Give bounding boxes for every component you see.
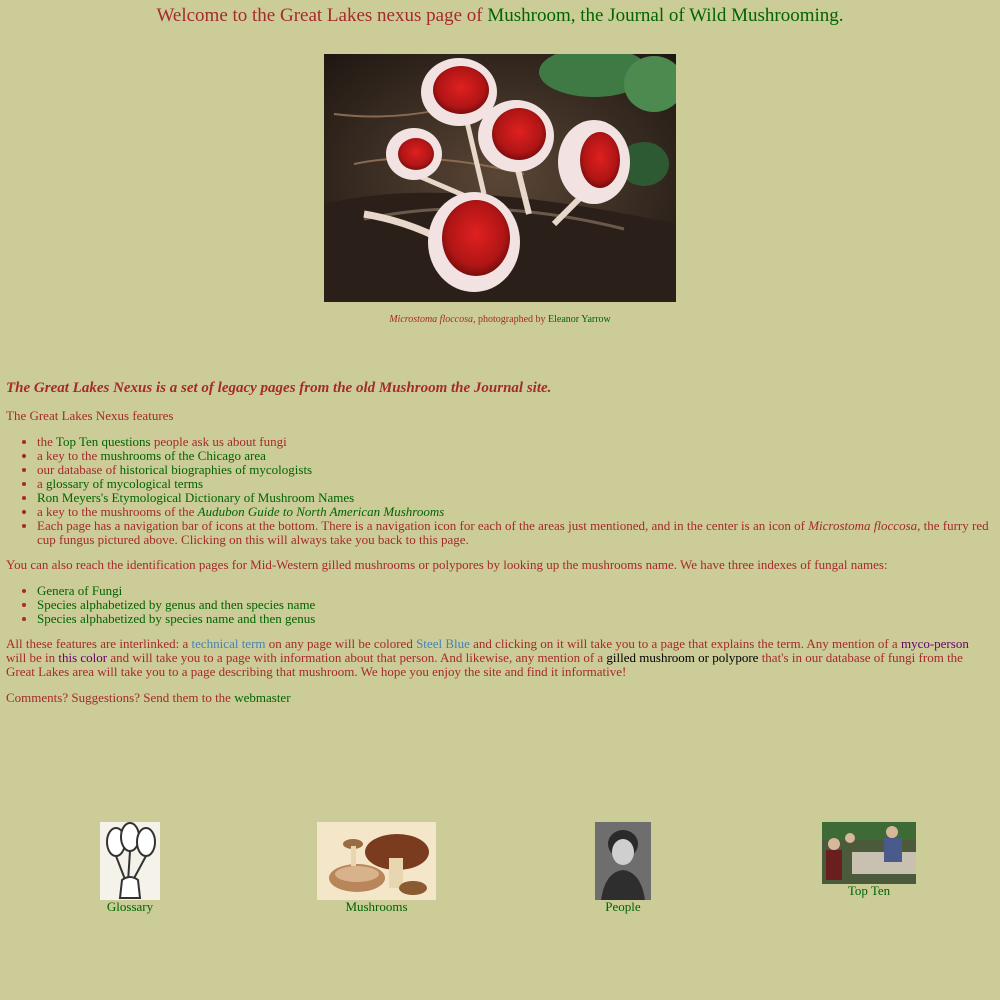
myco-person-link[interactable]: myco-person (900, 636, 969, 651)
page-title (0, 5, 1000, 27)
title-prefix: Welcome to the Great Lakes nexus page of (156, 5, 488, 26)
list-item (37, 598, 990, 612)
para-text: will be in (6, 650, 59, 665)
photo-caption (0, 314, 1000, 326)
audubon-guide-link[interactable] (198, 504, 445, 519)
indexes-list (6, 584, 990, 626)
list-item (37, 449, 990, 463)
list-item (37, 505, 990, 519)
interlinked-paragraph (6, 637, 990, 679)
item-text: , the furry red cup fungus pictured above. Clicking on this will always take you back to this page. (37, 518, 989, 547)
comments-prefix: Comments? Suggestions? Send them to the (6, 690, 235, 705)
audubon-guide-title: Audubon Guide to North American Mushrooms (197, 504, 445, 519)
glossary-link[interactable]: glossary of mycological terms (46, 476, 204, 491)
steel-blue-link[interactable]: Steel Blue (416, 636, 470, 651)
nav-people[interactable] (573, 822, 673, 914)
list-item (37, 519, 990, 547)
chicago-key-link[interactable]: mushrooms of the Chicago area (100, 448, 266, 463)
features-list (6, 435, 990, 547)
list-item (37, 435, 990, 449)
nav-glossary[interactable] (80, 822, 180, 914)
species-genus-index-link[interactable]: Species alphabetized by species name and then genus (37, 611, 316, 626)
list-item (37, 491, 990, 505)
nav-top-ten-label: Top Ten (847, 883, 891, 898)
biographies-link[interactable]: historical biographies of mycologists (119, 462, 313, 477)
para-text: and will take you to a page with information about that person. And likewise, any mention of a (107, 650, 607, 665)
list-item (37, 477, 990, 491)
para-text: that's in our database of fungi from the Great Lakes area will take you to a page describing that mushroom. We hope you enjoy the site and find it informative! (6, 650, 963, 679)
glossary-icon (100, 822, 160, 900)
list-item (37, 612, 990, 626)
top-ten-photo-icon (822, 822, 916, 884)
caption-mid: , photographed by (473, 314, 549, 325)
item-text: our database of (37, 462, 120, 477)
intro-heading: The Great Lakes Nexus is a set of legacy pages from the old Mushroom the Journal site. (6, 380, 552, 396)
list-item (37, 463, 990, 477)
item-text: Each page has a navigation bar of icons at the bottom. There is a navigation icon for each of the areas just mentioned, and in the center is an icon of (37, 518, 809, 533)
nav-mushrooms[interactable] (316, 822, 437, 914)
features-intro: The Great Lakes Nexus features (6, 408, 174, 423)
photographer-link[interactable]: Eleanor Yarrow (548, 314, 611, 325)
para-text: and clicking on it will take you to a page that explains the term. Any mention of a (469, 636, 901, 651)
nav-mushrooms-label: Mushrooms (345, 899, 408, 914)
nav-people-label: People (605, 899, 641, 914)
nav-glossary-label: Glossary (106, 899, 154, 914)
this-color-link[interactable]: this color (58, 650, 108, 665)
species-name: Microstoma floccosa (808, 518, 918, 533)
main-content (6, 378, 990, 705)
journal-link[interactable]: Mushroom, the Journal of Wild Mushrooming. (487, 5, 844, 26)
genera-index-link[interactable]: Genera of Fungi (37, 583, 123, 598)
webmaster-link[interactable]: webmaster (234, 690, 291, 705)
mushrooms-icon (317, 822, 436, 900)
item-text: a key to the mushrooms of the (37, 504, 198, 519)
caption-species: Microstoma floccosa (389, 314, 474, 325)
also-reach-text: You can also reach the identification pages for Mid-Western gilled mushrooms or polypores by looking up the mushrooms name. We have three indexes of fungal names: (6, 557, 888, 572)
genus-species-index-link[interactable]: Species alphabetized by genus and then species name (37, 597, 316, 612)
comments-text (6, 691, 990, 705)
item-text: a key to the (37, 448, 101, 463)
nav-top-ten[interactable] (820, 822, 918, 898)
top-ten-link[interactable]: Top Ten questions (55, 434, 151, 449)
technical-term-link[interactable]: technical term (191, 636, 266, 651)
para-text: on any page will be colored (265, 636, 417, 651)
item-text: people ask us about fungi (150, 434, 287, 449)
person-portrait-icon (595, 822, 651, 900)
hero-photo[interactable] (324, 54, 676, 302)
item-text: a (37, 476, 47, 491)
item-text: the (37, 434, 56, 449)
etymology-dictionary-link[interactable]: Ron Meyers's Etymological Dictionary of Mushroom Names (37, 490, 355, 505)
cup-fungus-photo (324, 54, 676, 302)
para-text: All these features are interlinked: a (6, 636, 192, 651)
gilled-mushroom-link[interactable]: gilled mushroom or polypore (606, 650, 759, 665)
list-item (37, 584, 990, 598)
